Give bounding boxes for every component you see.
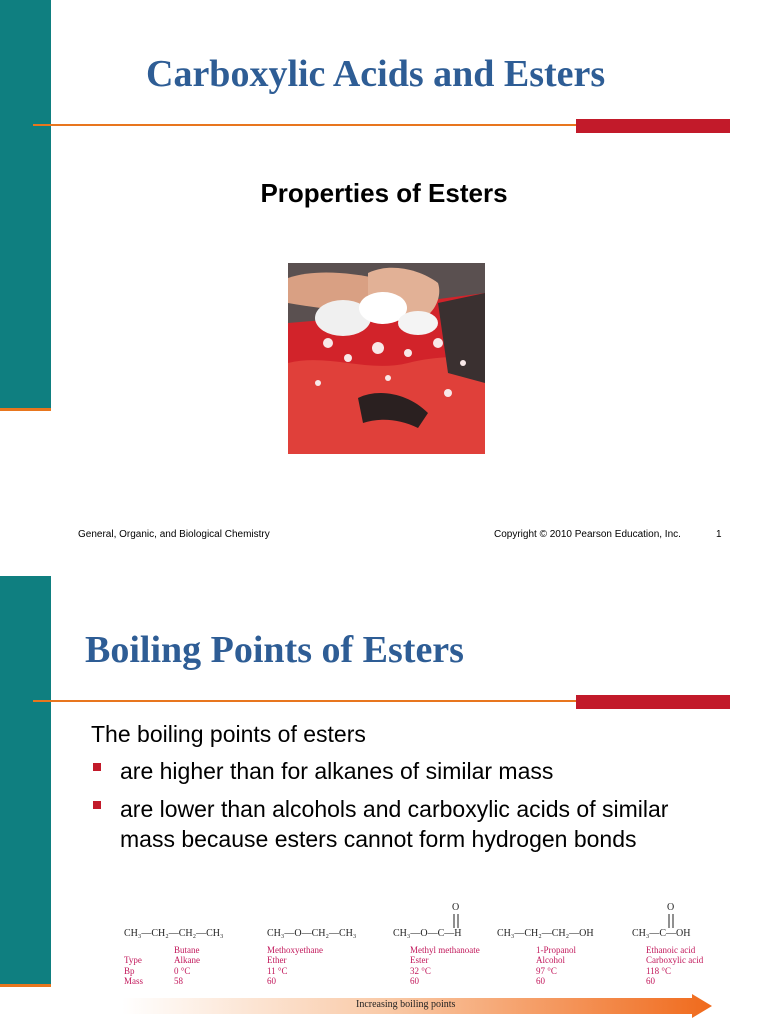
carbonyl-oxygen: O xyxy=(667,902,675,913)
title-underline-rule xyxy=(33,124,578,126)
compound-type: Alkane xyxy=(174,955,200,965)
footer-course-title: General, Organic, and Biological Chemistry xyxy=(78,529,270,540)
intro-text: The boiling points of esters xyxy=(91,721,366,747)
compound-mass: 58 xyxy=(174,976,183,986)
compound-bp: 32 °C xyxy=(410,965,431,976)
carbonyl-oxygen: O xyxy=(452,902,460,913)
arrow-label: Increasing boiling points xyxy=(356,999,456,1010)
slide-separator xyxy=(0,556,768,576)
compound-mass: 60 xyxy=(646,976,655,986)
compound-type: Alcohol xyxy=(536,955,565,965)
compound-name: 1-Propanol xyxy=(536,944,576,955)
double-bond-icon xyxy=(451,914,461,928)
formula-butane: CH₃—CH₂—CH₂—CH₃ xyxy=(124,928,224,939)
left-accent-orange-line xyxy=(0,984,51,987)
compound-bp: 0 °C xyxy=(174,965,191,976)
title-red-accent-bar xyxy=(576,695,730,709)
row-label-type: Type xyxy=(124,955,142,965)
formula-methyl-methanoate: CH₃—O—C—H xyxy=(393,928,462,939)
compound-name: Methoxyethane xyxy=(267,944,323,955)
bullet-marker xyxy=(93,801,101,809)
page-number: 1 xyxy=(716,529,722,540)
compound-type: Ester xyxy=(410,955,429,965)
row-label-mass: Mass xyxy=(124,976,144,986)
slide-title: Carboxylic Acids and Esters xyxy=(146,53,606,95)
bullet-marker xyxy=(93,763,101,771)
compound-mass: 60 xyxy=(536,976,545,986)
footer-copyright: Copyright © 2010 Pearson Education, Inc. xyxy=(494,529,681,540)
formula-1-propanol: CH₃—CH₂—CH₂—OH xyxy=(497,928,594,939)
formula-ethanoic-acid: CH₃—C—OH xyxy=(632,928,691,939)
compound-name: Butane xyxy=(174,944,200,955)
left-accent-bar xyxy=(0,576,51,986)
compound-name: Ethanoic acid xyxy=(646,944,696,955)
slide-subtitle: Properties of Esters xyxy=(260,178,508,208)
compound-bp: 97 °C xyxy=(536,965,557,976)
compound-type: Carboxylic acid xyxy=(646,955,704,965)
slide-title: Boiling Points of Esters xyxy=(85,629,464,671)
slide-2 xyxy=(0,576,768,1024)
compound-bp: 118 °C xyxy=(646,965,672,976)
title-red-accent-bar xyxy=(576,119,730,133)
compound-type: Ether xyxy=(267,955,287,965)
compound-bp: 11 °C xyxy=(267,965,288,976)
left-accent-orange-line xyxy=(0,408,51,411)
compound-mass: 60 xyxy=(410,976,419,986)
car-wash-photo xyxy=(288,263,485,454)
row-label-bp: Bp xyxy=(124,965,135,976)
bullet-item: are lower than alcohols and carboxylic acids of similar mass because esters cannot form hydrogen bonds xyxy=(120,796,669,852)
formula-methoxyethane: CH₃—O—CH₂—CH₃ xyxy=(267,928,357,939)
compound-mass: 60 xyxy=(267,976,276,986)
double-bond-icon xyxy=(666,914,676,928)
bullet-item: are higher than for alkanes of similar mass xyxy=(120,758,554,784)
title-underline-rule xyxy=(33,700,578,702)
compound-name: Methyl methanoate xyxy=(410,944,480,955)
